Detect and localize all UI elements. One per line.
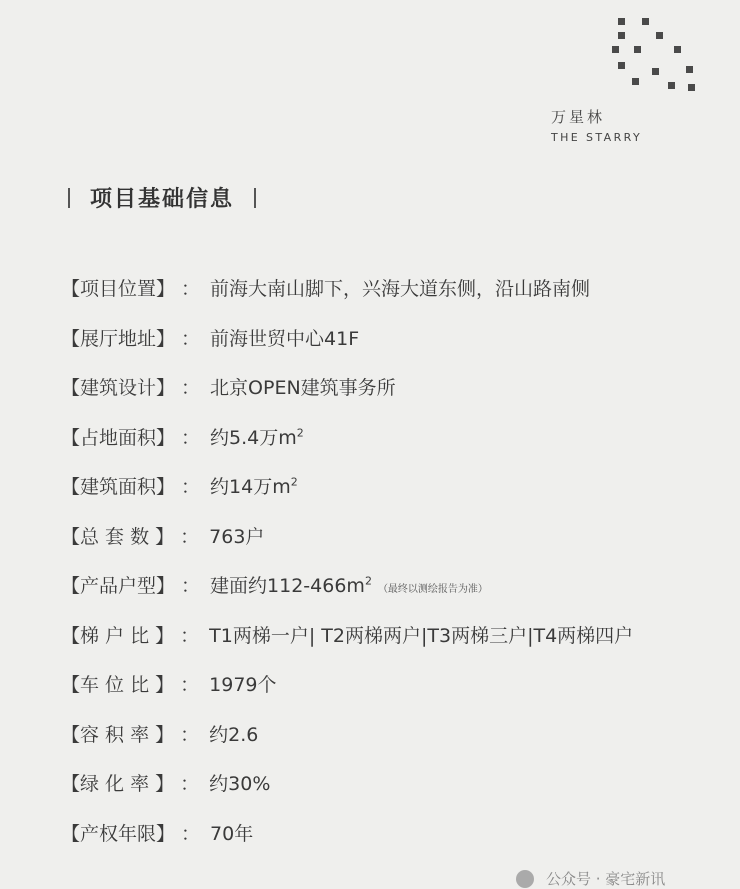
info-value: 前海大南山脚下，兴海大道东侧，沿山路南侧 [210, 278, 591, 301]
info-colon: ： [180, 773, 200, 796]
info-row-showroom [61, 313, 633, 363]
info-row-site-area [61, 412, 633, 462]
info-row-units [61, 511, 633, 561]
watermark-text: 公众号 · 豪宅新讯 [546, 870, 666, 888]
info-label: 【展厅地址】 [61, 327, 176, 350]
info-colon: ： [181, 476, 201, 499]
superscript-unit: 2 [296, 426, 304, 440]
section-title [68, 182, 256, 213]
info-colon: ： [181, 278, 201, 301]
info-value [210, 571, 488, 598]
info-list [61, 263, 633, 857]
info-label: 【容 积 率 】 [61, 723, 175, 746]
info-colon: ： [181, 822, 201, 845]
info-label: 【梯 户 比 】 [61, 624, 175, 647]
superscript-unit: 2 [364, 574, 372, 588]
info-value: 1979个 [209, 674, 277, 697]
info-value: 约2.6 [209, 723, 259, 746]
info-row-unit-types [61, 560, 633, 610]
info-label: 【车 位 比 】 [61, 674, 175, 697]
info-value: 763户 [209, 525, 265, 548]
info-colon: ： [181, 426, 201, 449]
info-row-green-ratio [61, 758, 633, 808]
info-note: （最终以测绘报告为准） [377, 584, 488, 596]
info-colon: ： [180, 624, 200, 647]
info-colon: ： [180, 723, 200, 746]
info-value-text: 约14万m [210, 476, 291, 499]
info-value: T1两梯一户| T2两梯两户|T3两梯三户|T4两梯四户 [209, 624, 634, 647]
info-value-text: 建面约112-466m [210, 575, 365, 598]
brand-logo-icon [612, 18, 698, 94]
info-row-floor-area [61, 461, 633, 511]
superscript-unit: 2 [290, 475, 298, 489]
info-value [210, 472, 298, 499]
info-row-plot-ratio [61, 709, 633, 759]
info-row-location [61, 263, 633, 313]
info-row-elevator-ratio [61, 610, 633, 660]
info-row-architect [61, 362, 633, 412]
info-label: 【总 套 数 】 [61, 525, 175, 548]
info-label: 【产权年限】 [61, 822, 176, 845]
section-title-text: 项目基础信息 [90, 187, 235, 212]
info-row-parking [61, 659, 633, 709]
info-value: 北京OPEN建筑事务所 [210, 377, 396, 400]
info-value: 前海世贸中心41F [210, 327, 360, 350]
info-colon: ： [181, 575, 201, 598]
info-colon: ： [180, 525, 200, 548]
info-colon: ： [181, 327, 201, 350]
title-left-bar [68, 188, 70, 208]
info-label: 【建筑面积】 [61, 476, 176, 499]
info-label: 【绿 化 率 】 [61, 773, 175, 796]
brand-name-cn: 万星林 [551, 108, 606, 126]
info-label: 【项目位置】 [61, 278, 176, 301]
info-value-text: 约5.4万m [210, 426, 297, 449]
info-label: 【产品户型】 [61, 575, 176, 598]
info-value: 70年 [210, 822, 254, 845]
brand-name-en: THE STARRY [551, 131, 643, 144]
info-colon: ： [180, 674, 200, 697]
title-right-bar [254, 188, 256, 208]
info-label: 【占地面积】 [61, 426, 176, 449]
info-label: 【建筑设计】 [61, 377, 176, 400]
info-row-tenure [61, 808, 633, 858]
info-colon: ： [181, 377, 201, 400]
info-value: 约30% [209, 773, 271, 796]
info-value [210, 423, 304, 450]
